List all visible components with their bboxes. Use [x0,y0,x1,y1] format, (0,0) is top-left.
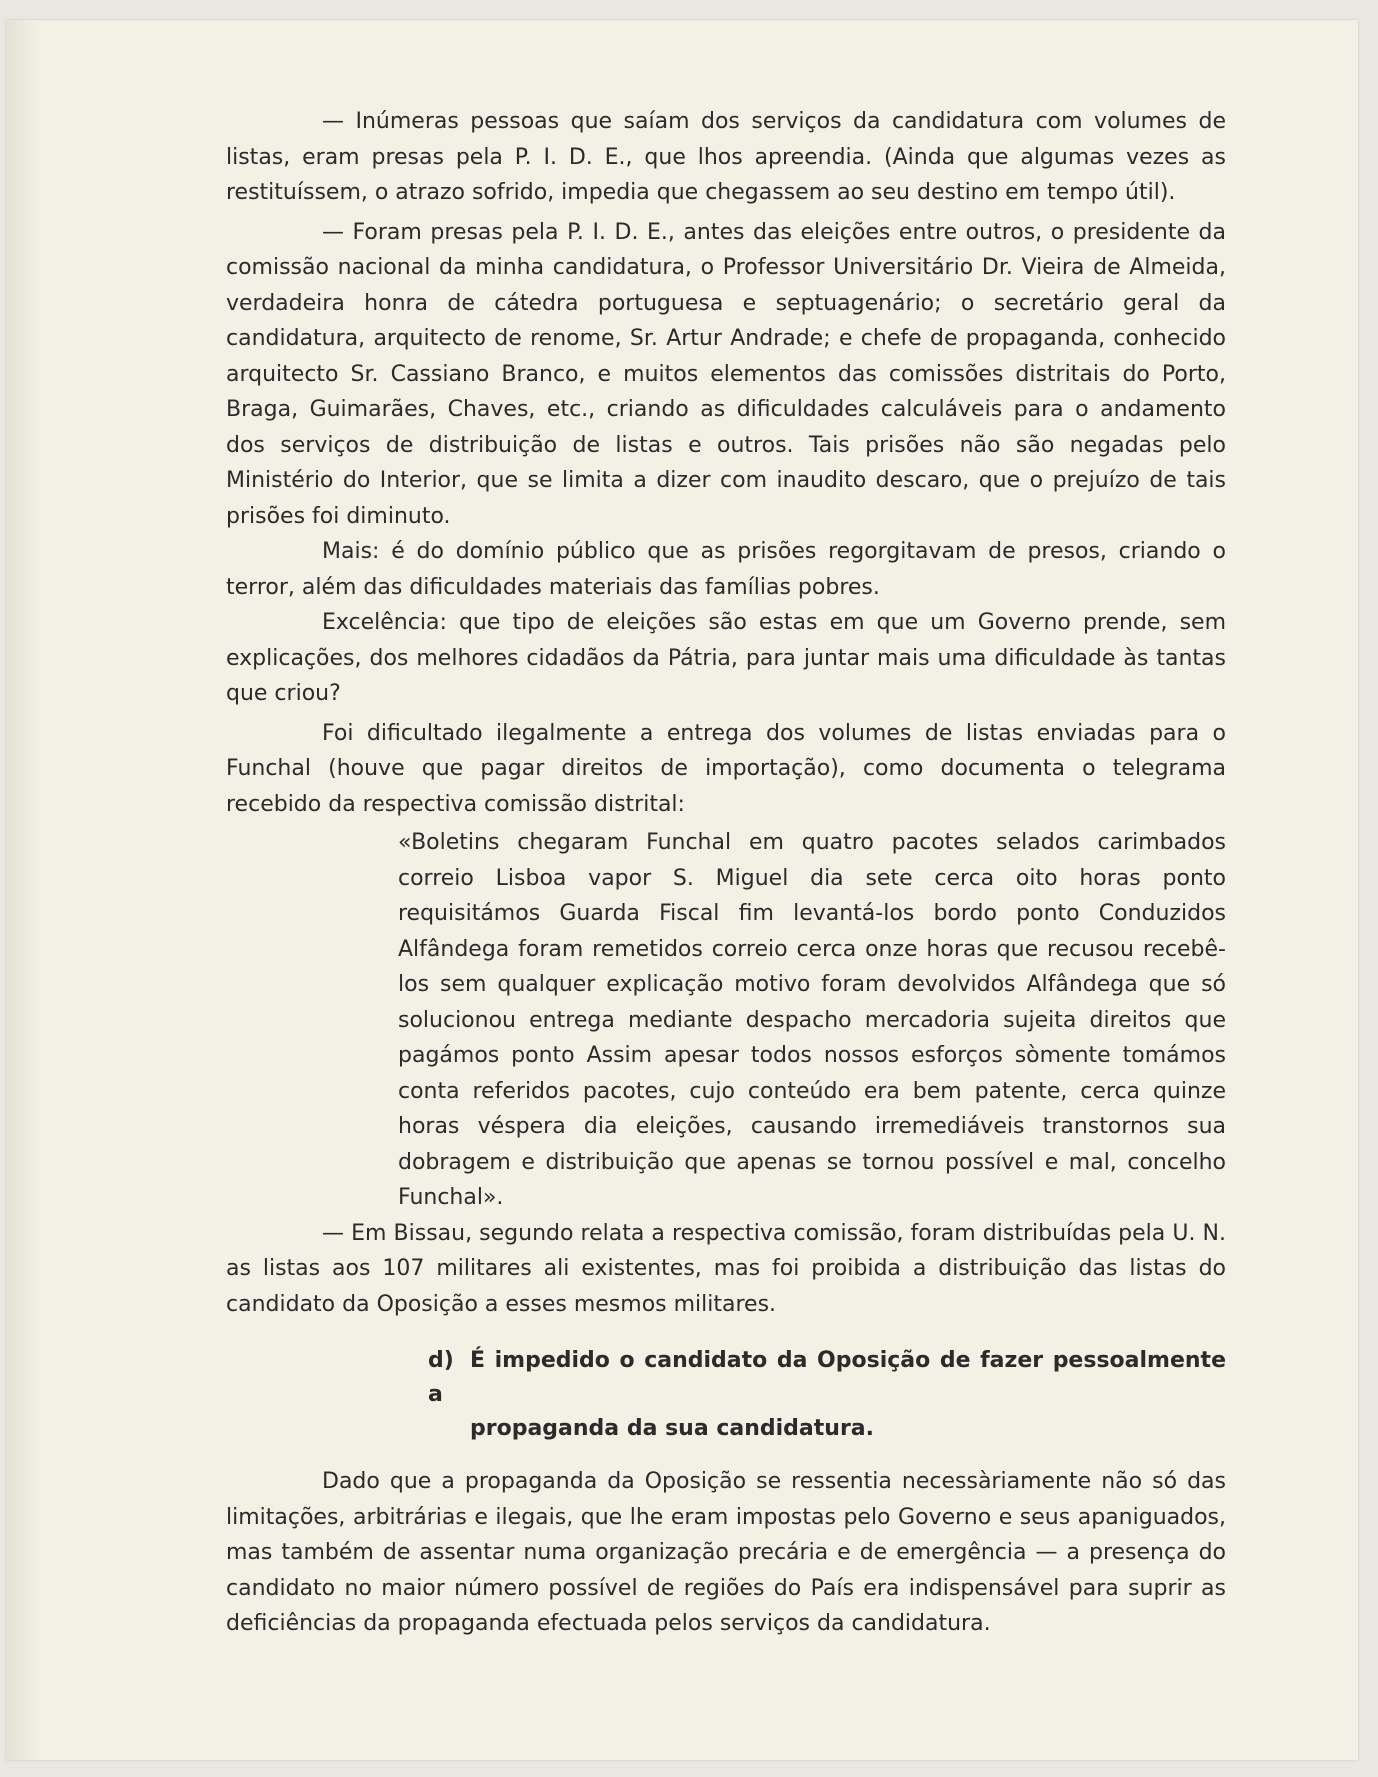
paragraph-funchal-delivery: Foi dificultado ilegalmente a entrega dos volumes de listas enviadas para o Funchal (houve que pagar direitos de importação), como documenta o telegrama recebido da respectiva comissão distrital: [226,720,1226,817]
paragraph-opposition-propaganda: Dado que a propaganda da Oposição se ressentia necessàriamente não só das limitações, arbitrárias e ilegais, que lhe eram impostas pelo Governo e seus apaniguados, mas também de assentar numa organização precária e de emergência — a presença do candidato no maior número possível de regiões do País era indispensável para suprir as deficiências da propaganda efectuada pelos serviços da candidatura. [226,1469,1226,1636]
section-heading-line1: É impedido o candidato da Oposição de fazer pessoalmente a [428,1348,1226,1407]
binding-gutter [6,20,42,1760]
document-page [6,20,1358,1760]
paragraph-arrests-of-people: — Inúmeras pessoas que saíam dos serviços da candidatura com volumes de listas, eram presas pela P. I. D. E., que lhos apreendia. (Ainda que algumas vezes as restituíssem, o atrazo sofrido, impedia que chegassem ao seu destino em tempo útil). [226,109,1226,205]
paragraph-pide-arrests: — Foram presas pela P. I. D. E., antes das eleições entre outros, o presidente da comissão nacional da minha candidatura, o Professor Universitário Dr. Vieira de Almeida, verdadeira honra de cátedra portuguesa e septuagenário; o secretário geral da candidatura, arquitecto de renome, Sr. Artur Andrade; e chefe de propaganda, conhecido arquitecto Sr. Cassiano Branco, e muitos elementos das comissões distritais do Porto, Braga, Guimarães, Chaves, etc., criando as dificuldades calculáveis para o andamento dos serviços de distribuição de listas e outros. Tais prisões não são negadas pelo Ministério do Interior, que se limita a dizer com inaudito descaro, que o prejuízo de tais prisões foi diminuto. [226,219,1226,529]
section-marker: d) [428,1348,454,1373]
document-body [226,104,1226,1642]
paragraph-bissau: — Em Bissau, segundo relata a respectiva comissão, foram distribuídas pela U. N. as listas aos 107 militares ali existentes, mas foi proibida a distribuição das listas do candidato da Oposição a esses mesmos militares. [226,1220,1226,1317]
section-heading-line2: propaganda da sua candidatura. [470,1416,874,1441]
section-heading-d [226,1344,1226,1446]
telegram-quote: «Boletins chegaram Funchal em quatro pacotes selados carimbados correio Lisboa vapor S. Miguel dia sete cerca oito horas ponto requisitámos Guarda Fiscal fim levantá-los bordo ponto Conduzidos Alfândega foram remetidos correio cerca onze horas que recusou recebê-los sem qualquer explicação motivo foram devolvidos Alfândega que só solucionou entrega mediante despacho mercadoria sujeita direitos que pagámos ponto Assim apesar todos nossos esforços sòmente tomámos conta referidos pacotes, cujo conteúdo era bem patente, cerca quinze horas véspera dia eleições, causando irremediáveis transtornos sua dobragem e distribuição que apenas se tornou possível e mal, concelho Funchal». [398,830,1226,1210]
paragraph-excellency-question: Excelência: que tipo de eleições são estas em que um Governo prende, sem explicações, dos melhores cidadãos da Pátria, para juntar mais uma dificuldade às tantas que criou? [226,610,1226,706]
paragraph-prisons-overflowing: Mais: é do domínio público que as prisões regorgitavam de presos, criando o terror, além das dificuldades materiais das famílias pobres. [226,539,1226,600]
